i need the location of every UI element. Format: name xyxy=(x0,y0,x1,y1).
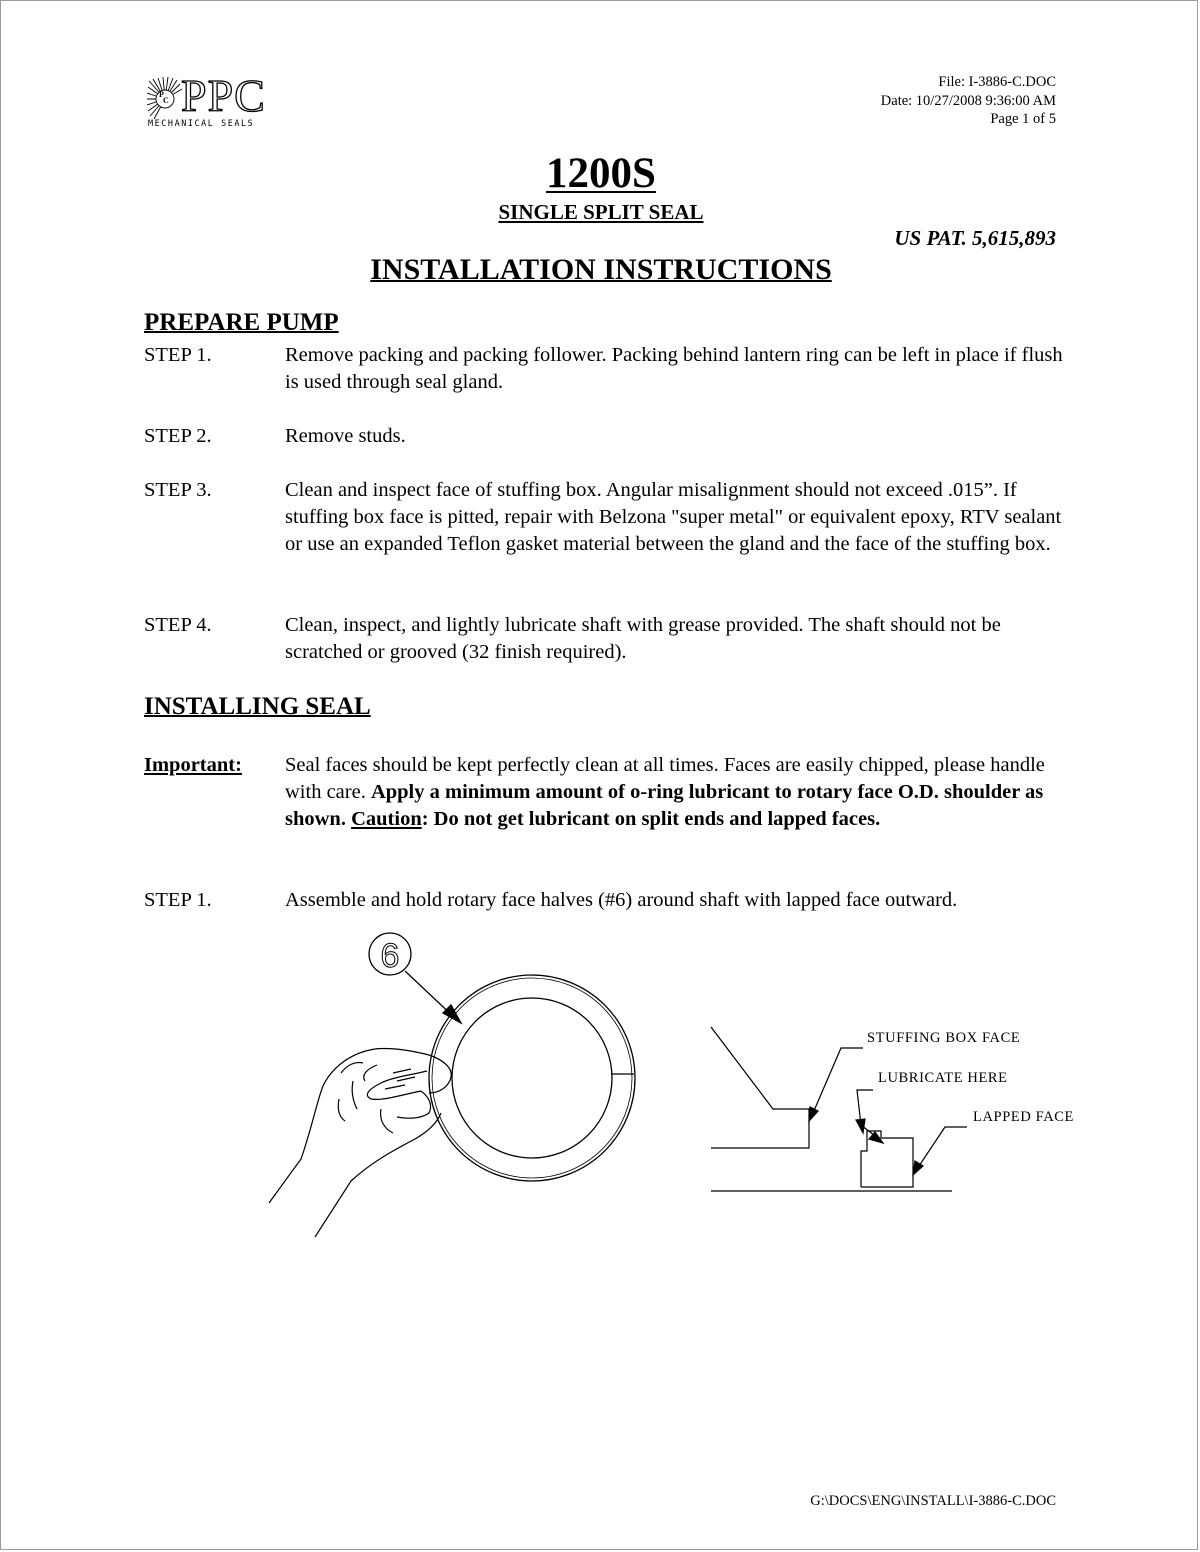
main-heading: INSTALLATION INSTRUCTIONS xyxy=(370,253,832,286)
important-text: Seal faces should be kept perfectly clean at all times. Faces are easily chipped, please handle with care. xyxy=(285,754,1045,803)
step-label: STEP 3. xyxy=(144,479,212,501)
step-label: STEP 2. xyxy=(144,425,212,447)
step-text: Remove studs. xyxy=(285,425,406,447)
seal-cross-section xyxy=(711,1027,967,1191)
step-text: Clean and inspect face of stuffing box. Angular misalignment should not exceed .015”. If stuffing box face is pitted, repair with Belzona "super metal" or equivalent epoxy, RTV sealant or use an expanded Teflon gasket material between the gland and the face of the stuffing box. xyxy=(285,479,1062,555)
patent-number: US PAT. 5,615,893 xyxy=(894,226,1056,250)
callout-lapped-face: LAPPED FACE xyxy=(973,1109,1074,1125)
svg-text:C: C xyxy=(163,96,169,105)
page-number: Page 1 of 5 xyxy=(990,111,1056,127)
step-text: Assemble and hold rotary face halves (#6) around shaft with lapped face outward. xyxy=(285,889,958,911)
rotary-face-inner-ring xyxy=(452,998,612,1158)
installation-figure xyxy=(1,1,1199,1261)
step-text: Remove packing and packing follower. Packing behind lantern ring can be left in place if flush is used through seal gland. xyxy=(285,344,1063,393)
document-title: 1200S xyxy=(546,150,656,197)
hand-drawing xyxy=(269,1048,451,1237)
logo-subtitle: MECHANICAL SEALS xyxy=(148,118,255,128)
file-name: File: I-3886-C.DOC xyxy=(938,74,1056,90)
step-label: STEP 1. xyxy=(144,889,212,911)
svg-text:P: P xyxy=(159,90,164,99)
rotary-face-outer-ring xyxy=(429,975,635,1181)
document-subtitle: SINGLE SPLIT SEAL xyxy=(498,200,704,224)
step-label: STEP 4. xyxy=(144,614,212,636)
footer-file-path: G:\DOCS\ENG\INSTALL\I-3886-C.DOC xyxy=(810,1493,1056,1509)
important-label: Important: xyxy=(144,754,242,776)
callout-stuffing-box-face: STUFFING BOX FACE xyxy=(867,1030,1021,1046)
section-title-installing-seal: INSTALLING SEAL xyxy=(144,693,371,720)
caution-text: : Do not get lubricant on split ends and lapped faces. xyxy=(421,808,881,830)
step-text: Clean, inspect, and lightly lubricate shaft with grease provided. The shaft should not be scratched or grooved (32 finish required). xyxy=(285,614,1001,663)
part-number-text: 6 xyxy=(380,937,400,975)
step-label: STEP 1. xyxy=(144,344,212,366)
section-title-prepare-pump: PREPARE PUMP xyxy=(144,309,339,336)
caution-label: Caution xyxy=(351,808,422,830)
logo-brand-text: PPC xyxy=(181,70,266,121)
file-date: Date: 10/27/2008 9:36:00 AM xyxy=(880,92,1056,109)
callout-lubricate-here: LUBRICATE HERE xyxy=(878,1070,1008,1086)
important-bold-text: Apply a minimum amount of o-ring lubricant to rotary face O.D. shoulder as shown. xyxy=(285,781,1044,830)
